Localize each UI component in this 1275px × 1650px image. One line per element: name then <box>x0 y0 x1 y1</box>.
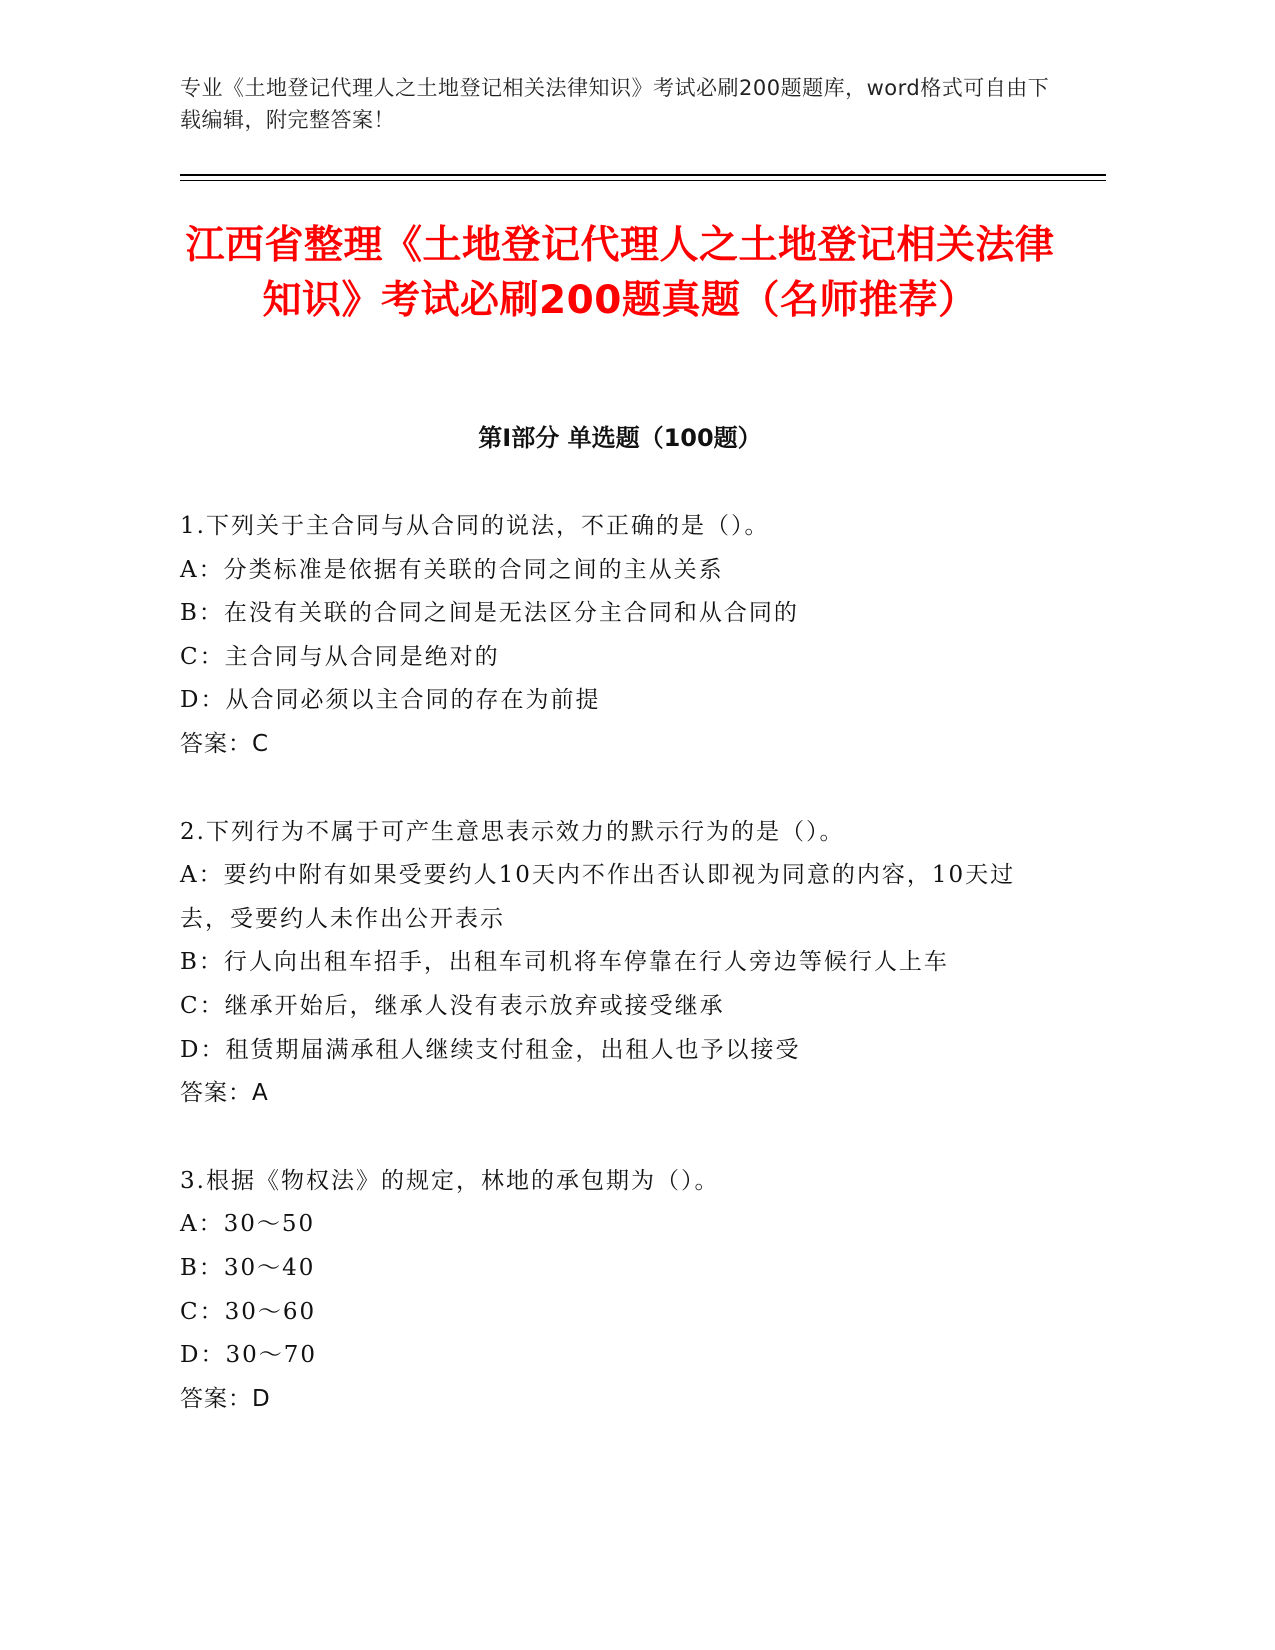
option-b: B：30～40 <box>180 1254 316 1281</box>
option-b: B：在没有关联的合同之间是无法区分主合同和从合同的 <box>180 600 799 627</box>
question-3 <box>180 1160 1060 1422</box>
question-stem: 2.下列行为不属于可产生意思表示效力的默示行为的是（）。 <box>180 818 845 845</box>
answer: 答案：A <box>180 1080 269 1107</box>
option-b: B：行人向出租车招手，出租车司机将车停靠在行人旁边等候行人上车 <box>180 949 949 976</box>
option-d: D：30～70 <box>180 1342 317 1369</box>
option-a: A：分类标准是依据有关联的合同之间的主从关系 <box>180 556 724 583</box>
answer: 答案：C <box>180 730 270 757</box>
option-d: D：租赁期届满承租人继续支付租金，出租人也予以接受 <box>180 1036 801 1063</box>
document-title: 江西省整理《土地登记代理人之土地登记相关法律知识》考试必刷200题真题（名师推荐） <box>185 223 1055 323</box>
header-rule-thin <box>180 180 1106 181</box>
option-c: C：主合同与从合同是绝对的 <box>180 643 500 670</box>
question-1 <box>180 505 1060 767</box>
option-c: C：继承开始后，继承人没有表示放弃或接受继承 <box>180 992 725 1019</box>
header-rule-thick <box>180 174 1106 176</box>
option-d: D：从合同必须以主合同的存在为前提 <box>180 687 601 714</box>
section-title: 第Ⅰ部分 单选题（100题） <box>478 424 762 452</box>
option-a: A：要约中附有如果受要约人10天内不作出否认即视为同意的内容，10天过去，受要约人未作出公开表示 <box>180 862 1016 932</box>
answer: 答案：D <box>180 1385 271 1412</box>
question-list <box>180 505 1060 1465</box>
question-2 <box>180 811 1060 1116</box>
header-note: 专业《土地登记代理人之土地登记相关法律知识》考试必刷200题题库，word格式可自由下载编辑，附完整答案！ <box>180 76 1050 132</box>
question-stem: 1.下列关于主合同与从合同的说法，不正确的是（）。 <box>180 513 770 539</box>
question-stem: 3.根据《物权法》的规定，林地的承包期为（）。 <box>180 1167 720 1194</box>
option-a: A：30～50 <box>180 1211 316 1238</box>
option-c: C：30～60 <box>180 1298 317 1325</box>
